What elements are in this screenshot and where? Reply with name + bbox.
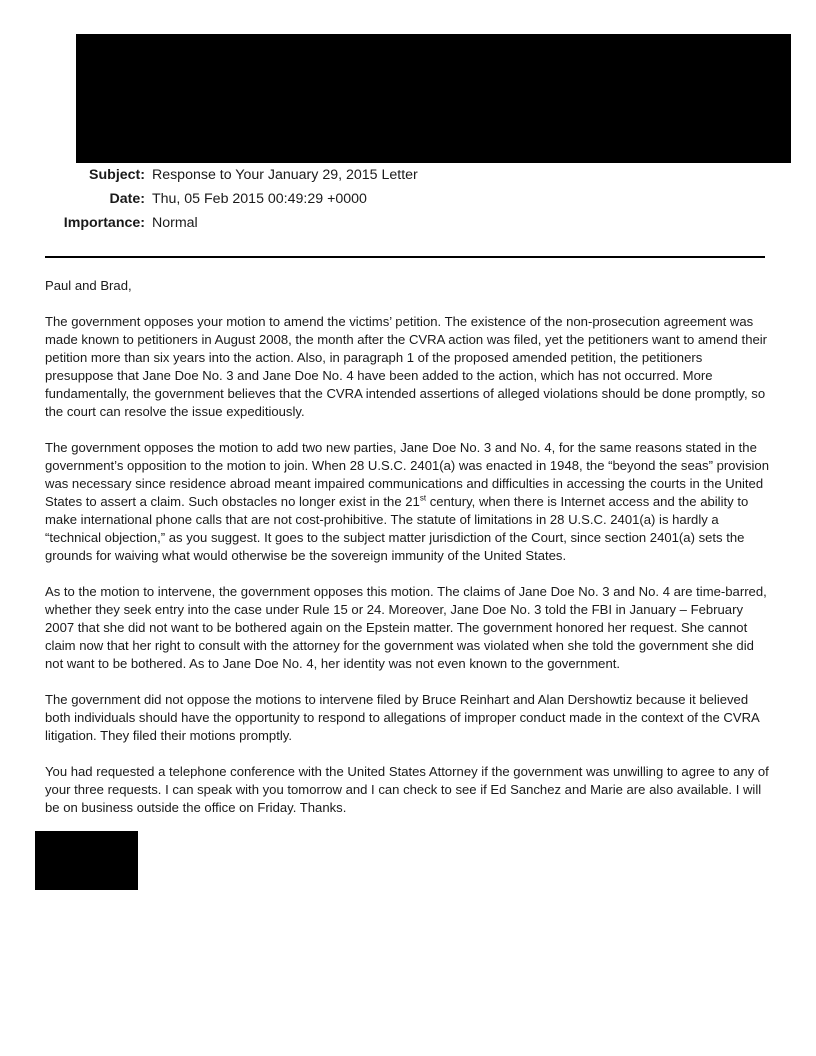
header-divider: [45, 256, 765, 258]
date-label: Date:: [109, 191, 145, 207]
email-body: [45, 277, 773, 835]
ordinal-suffix: st: [419, 493, 427, 503]
subject-label: Subject:: [89, 167, 145, 183]
subject-row: [0, 164, 418, 186]
redacted-header-block: [76, 34, 791, 163]
importance-value: Normal: [151, 215, 198, 231]
paragraph-1: The government opposes your motion to amend the victims’ petition. The existence of the non-prosecution agreement was made known to petitioners in August 2008, the month after the CVRA action was filed, yet the petitioners want to amend their petition more than six years into the action. Also, in paragraph 1 of the proposed amended petition, the petitioners presuppose that Jane Doe No. 3 and Jane Doe No. 4 have been added to the action, which has not occurred. More fundamentally, the government believes that the CVRA intended assertions of alleged violations should be done promptly, so the court can resolve the issue expeditiously.: [45, 314, 768, 419]
paragraph-2: [45, 439, 773, 565]
paragraph-3: As to the motion to intervene, the government opposes this motion. The claims of Jane Doe No. 3 and No. 4 are time-barred, whether they seek entry into the case under Rule 15 or 24. Moreover, Jane Doe No. 3 told the FBI in January – February 2007 that she did not want to be bothered again on the Epstein matter. The government honored her request. She cannot claim now that her right to consult with the attorney for the government was violated when she told the government she did not want to be bothered. As to Jane Doe No. 4, her identity was not even known to the government.: [45, 584, 767, 671]
paragraph-2-part-a: The government opposes the motion to add two new parties, Jane Doe No. 3 and No. 4, for the same reasons stated in the government’s opposition to the motion to join. When 28 U.S.C. 2401(a) was enacted in 1948, the “beyond the seas” provision was necessary since residence abroad meant impaired communications and difficulties in accessing the courts in the United States to assert a claim. Such obstacles no longer exist in the 21: [45, 440, 769, 509]
paragraph-4: The government did not oppose the motions to intervene filed by Bruce Reinhart and Alan Dershowtiz because it believed both individuals should have the opportunity to respond to allegations of improper conduct made in the context of the CVRA litigation. They filed their motions promptly.: [45, 692, 760, 743]
paragraph-2-part-b: century, when there is Internet access and the ability to make international phone calls that are not cost-prohibitive. The statute of limitations in 28 U.S.C. 2401(a) is hardly a “technical objection,” as you suggest. It goes to the subject matter jurisdiction of the Court, since section 2401(a) sets the grounds for waiving what would otherwise be the sovereign immunity of the United States.: [45, 494, 749, 563]
date-value: Thu, 05 Feb 2015 00:49:29 +0000: [151, 191, 367, 207]
importance-label: Importance:: [63, 215, 145, 231]
date-row: [0, 188, 367, 210]
importance-row: [0, 212, 198, 234]
paragraph-5: You had requested a telephone conference with the United States Attorney if the government was unwilling to agree to any of your three requests. I can speak with you tomorrow and I can check to see if Ed Sanchez and Marie are also available. I will be on business outside the office on Friday. Thanks.: [45, 764, 769, 815]
greeting: Paul and Brad,: [45, 278, 132, 293]
subject-value: Response to Your January 29, 2015 Letter: [151, 167, 418, 183]
redacted-signature-block: [35, 831, 138, 890]
